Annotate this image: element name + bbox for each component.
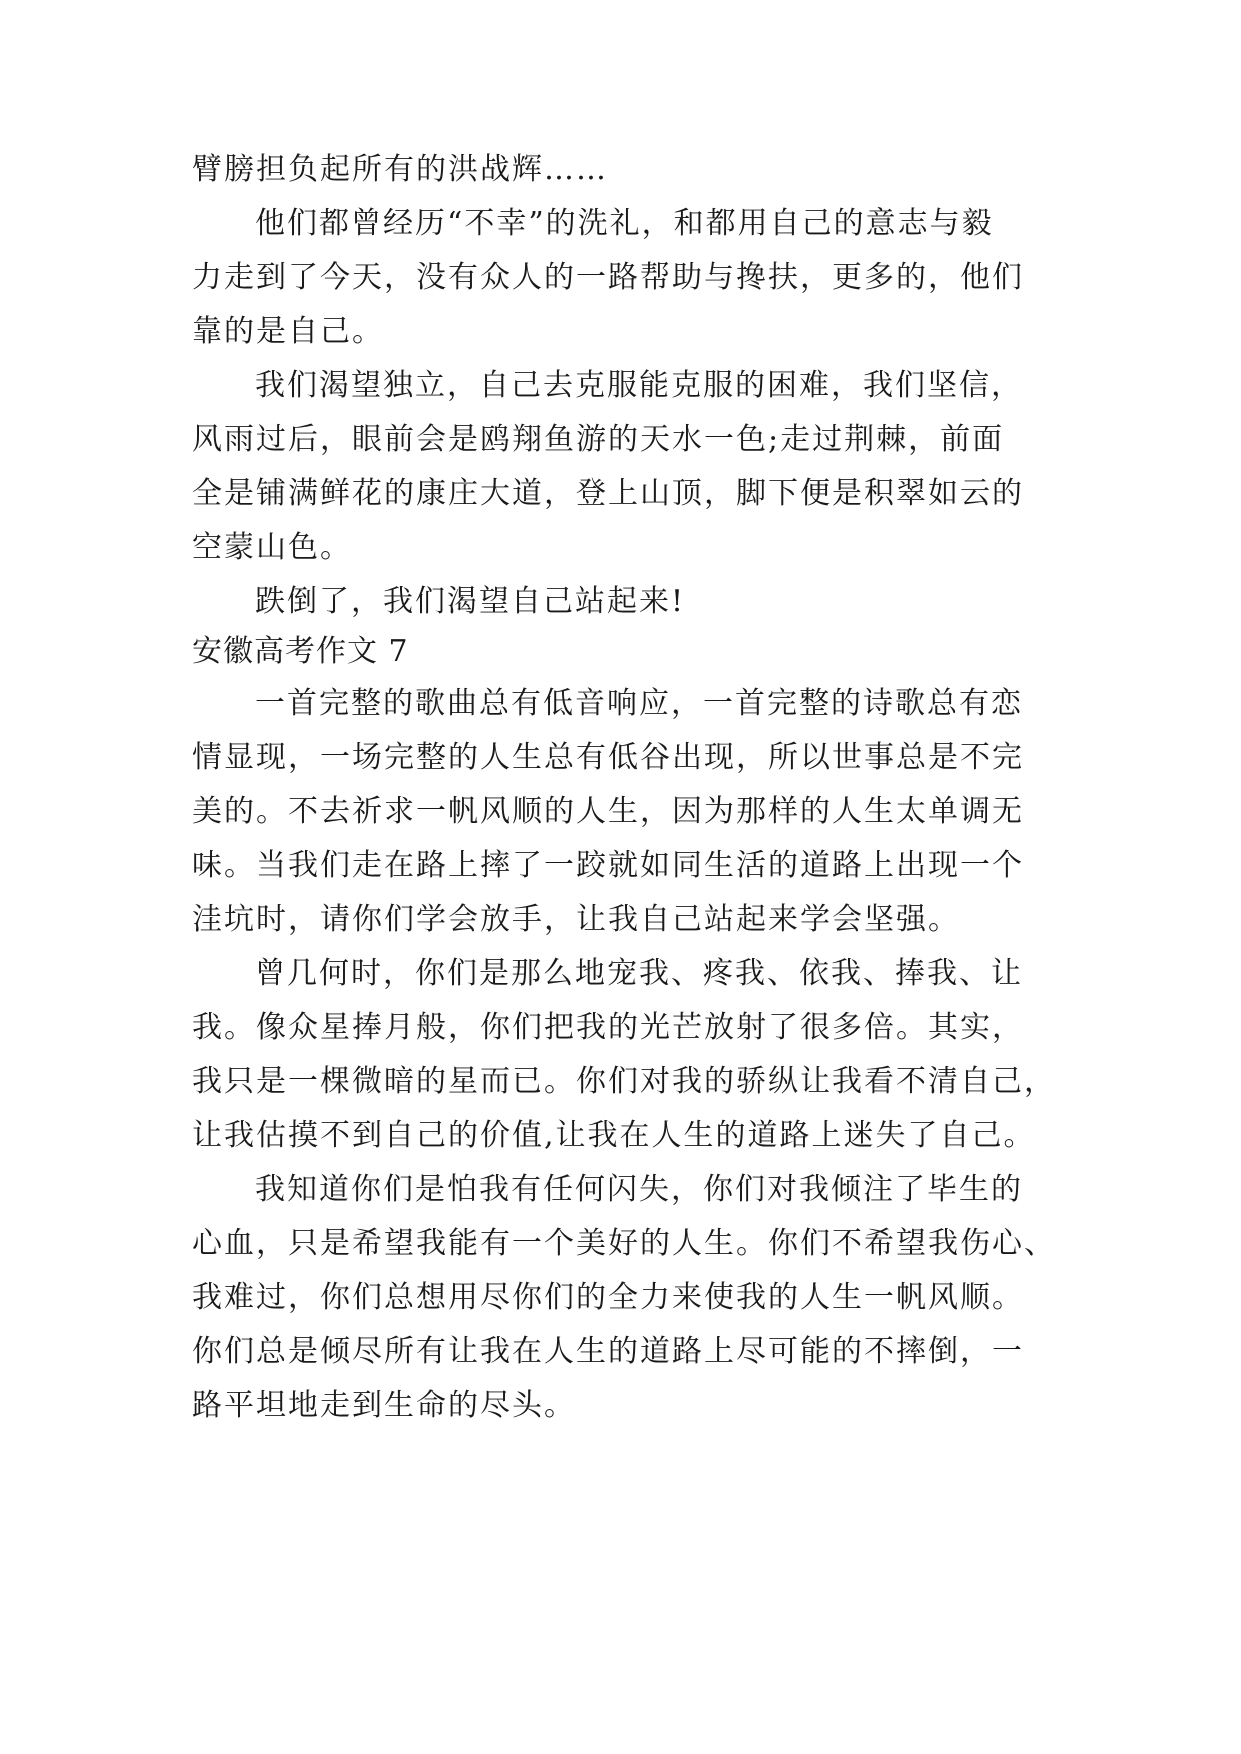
paragraph-line: 我。像众星捧月般，你们把我的光芒放射了很多倍。其实，	[192, 1010, 1024, 1045]
paragraph-line: 我只是一棵微暗的星而已。你们对我的骄纵让我看不清自己，	[192, 1064, 1056, 1099]
paragraph-line: 一首完整的歌曲总有低音响应，一首完整的诗歌总有恋	[255, 686, 1023, 721]
paragraph-line: 我难过，你们总想用尽你们的全力来使我的人生一帆风顺。	[192, 1280, 1024, 1315]
paragraph-line: 美的。不去祈求一帆风顺的人生，因为那样的人生太单调无	[192, 794, 1024, 829]
paragraph-line: 曾几何时，你们是那么地宠我、疼我、依我、捧我、让	[255, 956, 1023, 991]
paragraph-line: 我知道你们是怕我有任何闪失，你们对我倾注了毕生的	[255, 1172, 1023, 1207]
paragraph-line: 臂膀担负起所有的洪战辉……	[192, 152, 608, 187]
paragraph-line: 味。当我们走在路上摔了一跤就如同生活的道路上出现一个	[192, 848, 1024, 883]
paragraph-line: 洼坑时，请你们学会放手，让我自己站起来学会坚强。	[192, 902, 960, 937]
paragraph-line: 让我估摸不到自己的价值,让我在人生的道路上迷失了自己。	[192, 1118, 1036, 1153]
paragraph-line: 情显现，一场完整的人生总有低谷出现，所以世事总是不完	[192, 740, 1024, 775]
section-heading: 安徽高考作文 7	[192, 634, 409, 669]
paragraph-line: 力走到了今天，没有众人的一路帮助与搀扶，更多的，他们	[192, 260, 1024, 295]
paragraph-line: 跌倒了，我们渴望自己站起来!	[255, 584, 686, 619]
paragraph-line: 我们渴望独立，自己去克服能克服的困难，我们坚信，	[255, 368, 1023, 403]
paragraph-line: 你们总是倾尽所有让我在人生的道路上尽可能的不摔倒，一	[192, 1334, 1024, 1369]
paragraph-line: 空蒙山色。	[192, 530, 352, 565]
paragraph-line: 全是铺满鲜花的康庄大道，登上山顶，脚下便是积翠如云的	[192, 476, 1024, 511]
paragraph-line: 他们都曾经历“不幸”的洗礼，和都用自己的意志与毅	[255, 206, 994, 241]
paragraph-line: 风雨过后，眼前会是鸥翔鱼游的天水一色;走过荆棘，前面	[192, 422, 1005, 457]
paragraph-line: 路平坦地走到生命的尽头。	[192, 1388, 576, 1423]
paragraph-line: 靠的是自己。	[192, 314, 384, 349]
paragraph-line: 心血，只是希望我能有一个美好的人生。你们不希望我伤心、	[192, 1226, 1056, 1261]
